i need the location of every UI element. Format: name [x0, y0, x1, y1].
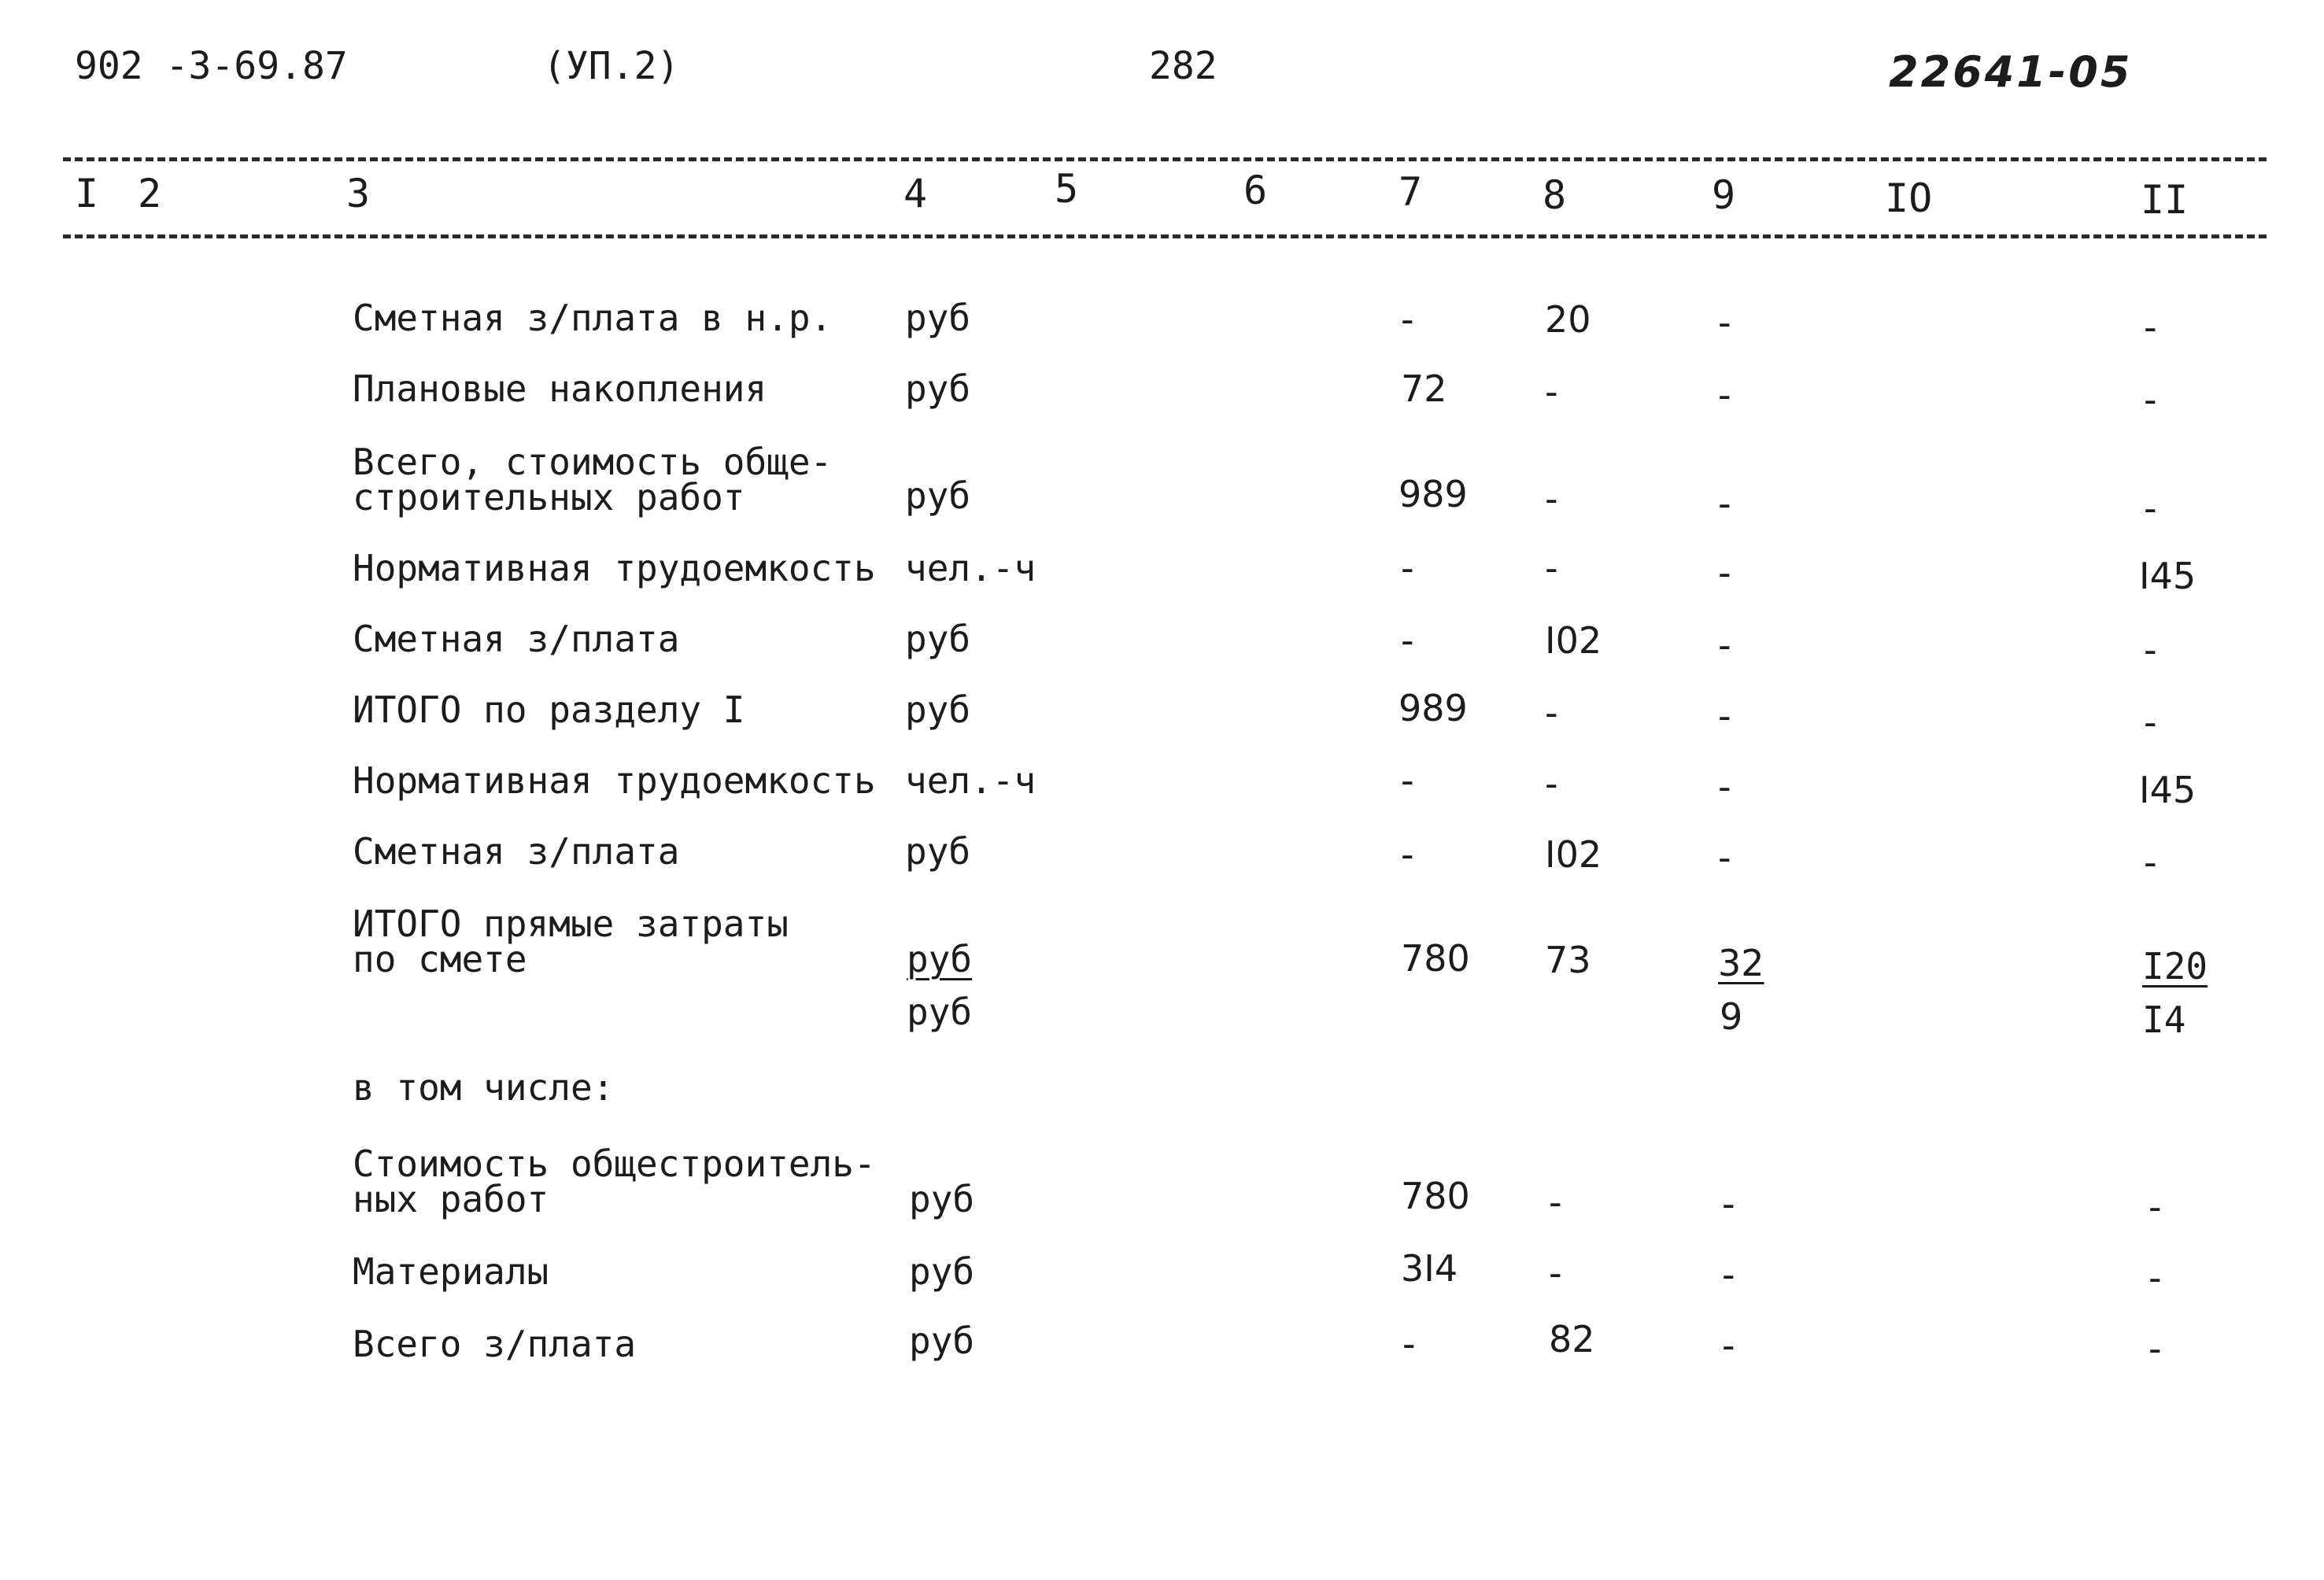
row-name-line2: по смете: [353, 938, 527, 980]
row-col7: 780: [1401, 1175, 1470, 1217]
row-unit: руб: [909, 1320, 975, 1362]
row-col7: 72: [1401, 367, 1447, 410]
subheading-including: в том числе:: [353, 1066, 615, 1109]
row-name-line1: Всего, стоимость обще-: [353, 441, 833, 483]
row-name-line2: строительных работ: [353, 476, 745, 519]
row-col9: -: [1718, 695, 1731, 737]
col-header-11: II: [2141, 177, 2189, 223]
row-col8: -: [1545, 547, 1558, 589]
row-col11: -: [2144, 701, 2157, 744]
row-unit: руб: [905, 830, 971, 873]
row-name-line2: ных работ: [353, 1178, 549, 1220]
row-col7: -: [1401, 833, 1414, 876]
row-unit: руб: [909, 1178, 975, 1220]
col-header-4: 4: [903, 171, 928, 216]
col-header-9: 9: [1712, 172, 1736, 218]
row-col9: -: [1722, 1324, 1735, 1367]
row-col7: 989: [1398, 473, 1468, 515]
row-col8: -: [1545, 371, 1558, 413]
row-col9: -: [1722, 1183, 1735, 1225]
row-col9: -: [1718, 374, 1731, 416]
row-name: Плановые накопления: [353, 367, 767, 410]
row-col8: -: [1549, 1252, 1562, 1294]
row-col9: -: [1718, 766, 1731, 808]
row-col7: 989: [1398, 687, 1468, 729]
col-header-6: 6: [1243, 168, 1268, 213]
row-col7: -: [1401, 547, 1414, 589]
col-header-1: I: [75, 171, 99, 216]
row-unit: руб: [905, 474, 971, 517]
row-col9-top: 32: [1718, 942, 1764, 984]
document-code: 902 -3-69.87: [75, 44, 348, 88]
album-label: (УП.2): [543, 44, 680, 88]
row-name: Сметная з/плата в н.р.: [353, 297, 833, 339]
col-header-10: IO: [1885, 175, 1933, 221]
inventory-number: 22641-05: [1889, 47, 2133, 97]
row-col11: -: [2148, 1186, 2162, 1228]
row-col7: -: [1401, 298, 1414, 341]
row-col11: -: [2148, 1327, 2162, 1370]
row-col7: -: [1401, 759, 1414, 802]
header-top-rule: [63, 157, 2267, 161]
row-col9: -: [1722, 1253, 1735, 1296]
row-unit: руб: [905, 688, 971, 731]
row-col11: -: [2144, 629, 2157, 671]
row-col7: 3I4: [1401, 1247, 1458, 1290]
row-col7: -: [1401, 619, 1414, 662]
row-name: Сметная з/плата: [353, 618, 680, 660]
row-unit: чел.-ч: [905, 759, 1036, 802]
col-header-3: 3: [346, 171, 371, 216]
row-col9-bottom: 9: [1720, 995, 1743, 1038]
row-name: Материалы: [353, 1250, 549, 1293]
row-col11: -: [2144, 378, 2157, 421]
row-col11: -: [2144, 306, 2157, 349]
col-header-7: 7: [1398, 169, 1423, 215]
row-col11: -: [2148, 1257, 2162, 1299]
row-col7: -: [1402, 1323, 1416, 1365]
row-col8: -: [1545, 478, 1558, 520]
row-col8: -: [1545, 692, 1558, 734]
header-bottom-rule: [63, 234, 2267, 238]
col-header-5: 5: [1055, 166, 1079, 212]
row-col11-bottom: I4: [2142, 999, 2186, 1041]
row-col11-top: I20: [2142, 945, 2208, 988]
row-name: ИТОГО по разделу I: [353, 688, 745, 731]
row-col7: 780: [1401, 937, 1470, 980]
row-unit-bottom: руб: [907, 991, 973, 1033]
row-col8: -: [1545, 762, 1558, 805]
row-col11: -: [2144, 487, 2157, 530]
row-col9: -: [1718, 552, 1731, 594]
row-unit-top: руб: [907, 938, 973, 980]
row-col8: I02: [1545, 833, 1602, 876]
row-col9: -: [1718, 624, 1731, 666]
row-unit: руб: [909, 1250, 975, 1293]
row-name: Сметная з/плата: [353, 830, 680, 873]
row-col9: -: [1718, 482, 1731, 525]
row-name-line1: ИТОГО прямые затраты: [353, 903, 789, 945]
row-unit: руб: [905, 618, 971, 660]
row-unit: руб: [905, 367, 971, 410]
row-col11: I45: [2139, 555, 2197, 597]
row-name: Нормативная трудоемкость: [353, 759, 876, 802]
row-col9: -: [1718, 836, 1731, 879]
row-col8: -: [1549, 1181, 1562, 1224]
row-col8: 82: [1549, 1318, 1595, 1360]
page-number: 282: [1149, 44, 1217, 88]
row-col11: -: [2144, 841, 2157, 884]
col-header-8: 8: [1543, 172, 1567, 218]
col-header-2: 2: [138, 171, 162, 216]
row-name: Всего з/плата: [353, 1323, 637, 1365]
row-name-line1: Стоимость общестроитель-: [353, 1143, 876, 1185]
row-unit: руб: [905, 297, 971, 339]
row-col8: I02: [1545, 619, 1602, 662]
row-col8: 20: [1545, 298, 1591, 341]
row-unit: чел.-ч: [905, 547, 1036, 589]
row-col8: 73: [1545, 939, 1591, 981]
row-name: Нормативная трудоемкость: [353, 547, 876, 589]
row-col11: I45: [2139, 769, 2197, 811]
row-col9: -: [1718, 301, 1731, 344]
